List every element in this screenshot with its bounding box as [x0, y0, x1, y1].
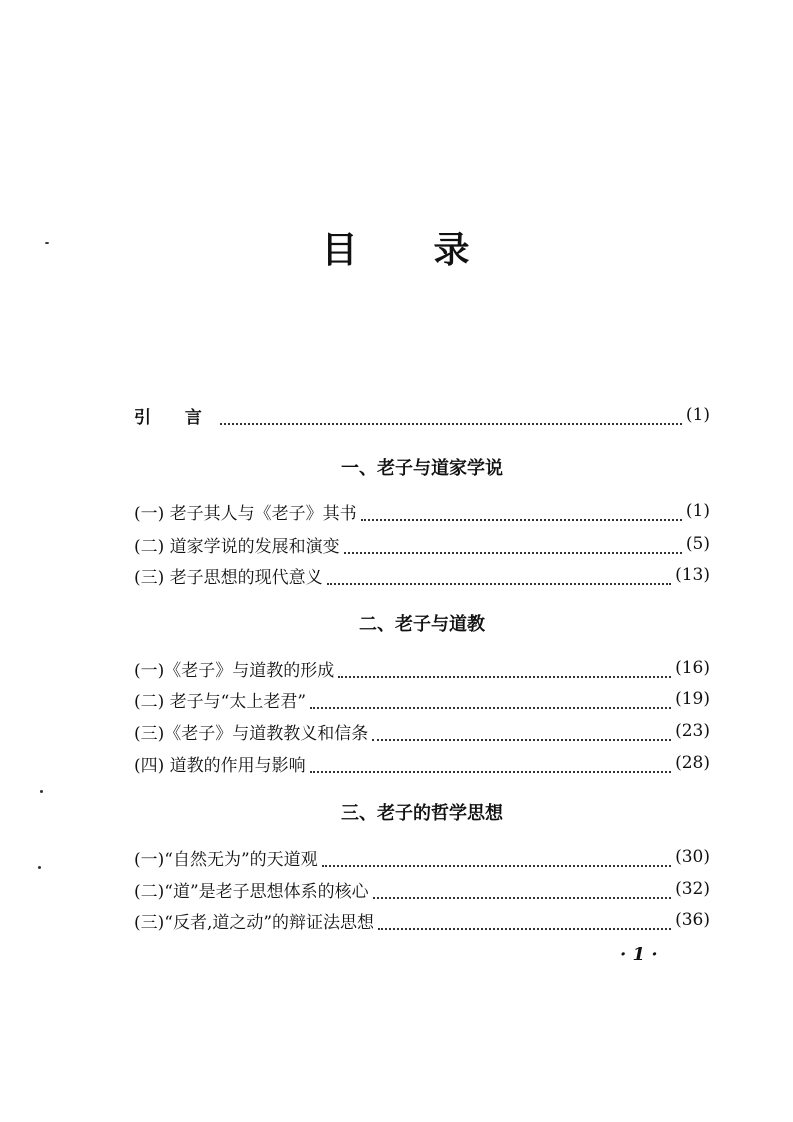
page-title — [0, 222, 793, 273]
toc-entry-label: (三)“反者,道之动”的辩证法思想 — [134, 912, 375, 933]
toc-entry[interactable] — [134, 875, 710, 903]
toc-entry[interactable] — [134, 717, 710, 745]
toc-leader-dots — [327, 571, 671, 585]
toc-entry-page: (36) — [675, 910, 710, 930]
toc-entry[interactable] — [134, 749, 710, 777]
section-heading-1: 一、老子与道家学说 — [341, 458, 503, 479]
toc-entry-label: (二)“道”是老子思想体系的核心 — [134, 881, 369, 902]
toc-entry-label: (一)“自然无为”的天道观 — [134, 849, 318, 870]
toc-entry-page: (19) — [675, 689, 710, 709]
toc-leader-dots — [310, 759, 671, 773]
toc-entry-page: (5) — [685, 534, 710, 554]
toc-entry[interactable] — [134, 843, 710, 871]
toc-entry-page: (23) — [675, 721, 710, 741]
toc-entry-label: (二) 道家学说的发展和演变 — [134, 536, 340, 557]
toc-entry-label: 引 言 — [134, 407, 216, 428]
toc-entry[interactable] — [134, 685, 710, 713]
toc-entry[interactable] — [134, 654, 710, 682]
section-heading-2: 二、老子与道教 — [359, 614, 485, 635]
toc-leader-dots — [378, 916, 671, 930]
toc-entry-page: (30) — [675, 847, 710, 867]
toc-entry-label: (三) 老子思想的现代意义 — [134, 567, 323, 588]
title-char-1: 目 — [321, 230, 360, 271]
toc-entry-intro[interactable] — [134, 401, 710, 429]
toc-leader-dots — [344, 540, 682, 554]
toc-entry-label: (一) 老子其人与《老子》其书 — [134, 503, 357, 524]
title-char-2: 录 — [433, 230, 472, 271]
toc-entry-page: (32) — [675, 879, 710, 899]
toc-entry-page: (28) — [675, 753, 710, 773]
toc-leader-dots — [322, 853, 671, 867]
toc-entry[interactable] — [134, 906, 710, 934]
toc-entry[interactable] — [134, 561, 710, 589]
toc-entry-label: (三)《老子》与道教教义和信条 — [134, 723, 369, 744]
toc-entry-label: (二) 老子与“太上老君” — [134, 691, 307, 712]
toc-entry[interactable] — [134, 497, 710, 525]
toc-leader-dots — [372, 727, 671, 741]
toc-entry-page: (16) — [675, 658, 710, 678]
toc-leader-dots — [310, 695, 671, 709]
scan-speck — [45, 242, 49, 244]
toc-entry-label: (一)《老子》与道教的形成 — [134, 660, 335, 681]
toc-leader-dots — [338, 664, 671, 678]
toc-entry-page: (13) — [675, 565, 710, 585]
section-heading-3: 三、老子的哲学思想 — [341, 803, 503, 824]
toc-entry-label: (四) 道教的作用与影响 — [134, 755, 306, 776]
scan-speck — [38, 866, 41, 869]
toc-entry[interactable] — [134, 530, 710, 558]
toc-leader-dots — [220, 411, 682, 425]
scan-speck — [40, 790, 43, 793]
page-number: · 1 · — [620, 944, 658, 965]
toc-leader-dots — [361, 507, 682, 521]
toc-entry-page: (1) — [685, 501, 710, 521]
toc-entry-page: (1) — [685, 405, 710, 425]
toc-leader-dots — [373, 885, 671, 899]
